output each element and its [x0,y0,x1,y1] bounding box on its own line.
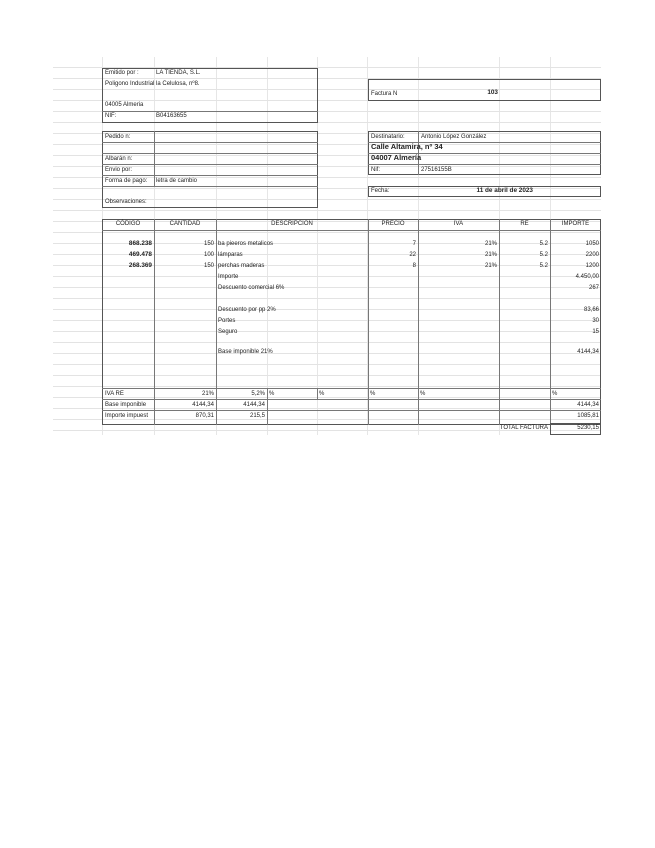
invoice-number: 103 [487,89,498,96]
total-label: TOTAL FACTURA [499,425,548,431]
recipient-nif: 27516155B [421,167,452,173]
issuer-address: Poligono Industrial la Celulosa, nº8. [105,81,200,87]
item-2-precio: 22 [409,252,416,258]
item-1-cantidad: 150 [203,241,214,247]
recipient-name: Antonio López González [421,134,487,140]
payment-method-label: Forma de pago: [105,178,148,184]
summary-pct-2: % [319,391,325,397]
issuer-city: 04005 Almeria [105,102,144,108]
summary-re-pct: 5,2% [251,391,265,397]
item-3-re: 5.2 [539,263,548,269]
adjustment-seguro-value: 15 [592,329,599,335]
adjustment-pp-value: 83,66 [583,307,599,313]
item-1-importe: 1050 [585,241,599,247]
summary-pct-4: % [420,391,426,397]
item-2-descripcion: lámparas [218,252,243,258]
recipient-nif-label: Nif: [371,167,380,173]
adjustment-seguro-label: Seguro [218,329,238,335]
summary-base-total: 4144,34 [577,402,599,408]
date-label: Fecha: [371,188,390,194]
header-descripcion: DESCRIPCION [271,221,313,227]
item-3-precio: 8 [412,263,416,269]
item-1-re: 5.2 [539,241,548,247]
item-3-importe: 1200 [585,263,599,269]
item-3-iva: 21% [484,263,497,269]
item-3-codigo: 268.369 [128,262,152,269]
summary-tax-label: Importe impuest [105,413,149,419]
adjustment-base-value: 4144,34 [577,349,599,355]
issuer-nif: B04163655 [156,113,187,119]
item-2-codigo: 469.478 [128,251,152,258]
item-1-codigo: 868.238 [128,240,152,247]
recipient-label: Destinatario: [371,134,405,140]
invoice-number-label: Factura N [371,91,398,97]
order-number-label: Pedido n: [105,134,131,140]
header-importe: IMPORTE [561,221,590,227]
summary-base-re: 4144,34 [243,402,265,408]
item-1-iva: 21% [484,241,497,247]
item-1-descripcion: ba pieeros metalicos [218,241,274,247]
summary-pct-3: % [370,391,376,397]
issuer-name: LA TIENDA, S.L. [156,70,201,76]
adjustment-base-label: Base imponible 21% [218,349,273,355]
header-cantidad: CANTIDAD [169,221,201,227]
delivery-note-label: Albarán n: [105,156,133,162]
item-3-cantidad: 150 [203,263,214,269]
issuer-nif-label: NIF: [105,113,117,119]
item-3-descripcion: perchas maderas [218,263,265,269]
adjustment-pp-label: Descuento por pp 2% [218,307,276,313]
summary-tax-re: 215,5 [249,413,265,419]
recipient-address: Calle Altamira, nº 34 [371,142,443,151]
adjustment-portes-label: Portes [218,318,236,324]
summary-base-iva: 4144,34 [192,402,214,408]
item-2-cantidad: 100 [203,252,214,258]
summary-pct-5: % [552,391,558,397]
adjustment-discount-value: 267 [588,285,599,291]
header-iva: IVA [453,221,464,227]
summary-iva-pct: 21% [201,391,214,397]
item-1-precio: 7 [412,241,416,247]
item-2-importe: 2200 [585,252,599,258]
summary-tax-total: 1085,81 [577,413,599,419]
total-value: 5230,15 [577,425,599,431]
header-re: RE [520,221,529,227]
item-2-iva: 21% [484,252,497,258]
summary-pct-1: % [269,391,275,397]
summary-base-label: Base imponible [105,402,147,408]
shipping-label: Envio por: [105,167,133,173]
adjustment-discount-label: Descuento comercial 6% [218,285,285,291]
item-2-re: 5.2 [539,252,548,258]
payment-method: letra de cambio [156,178,198,184]
date-value: 11 de abril de 2023 [476,187,533,194]
header-codigo: CÓDIGO [115,221,141,227]
adjustment-portes-value: 30 [592,318,599,324]
adjustment-importe-value: 4.450,00 [575,274,599,280]
summary-ivare-label: IVA RE [105,391,124,397]
observations-label: Observaciones: [105,199,147,205]
invoice-sheet [53,57,601,435]
recipient-city: 04007 Almería [371,153,422,162]
header-precio: PRECIO [381,221,405,227]
issuer-label: Emitido por : [105,70,139,76]
adjustment-importe-label: Importe [218,274,239,280]
summary-tax-iva: 870,31 [195,413,214,419]
